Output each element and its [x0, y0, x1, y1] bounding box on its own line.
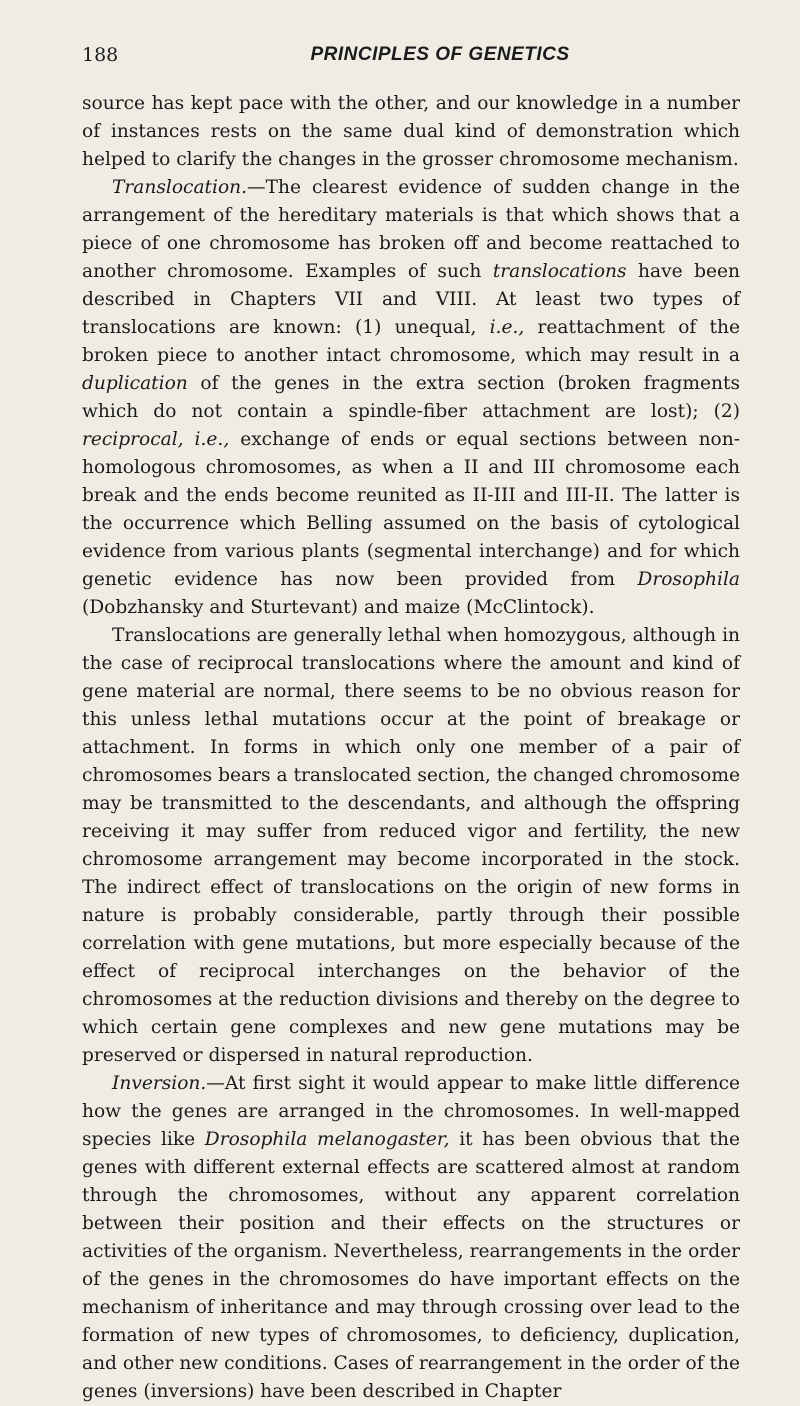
paragraph-translocation-effects: Translocations are generally lethal when homozygous, although in the case of reciprocal translocations where the amount and kind of gene material are normal, there seems to be no obvious reason for this unless lethal mutations occur at the point of breakage or attachment. In forms in which only one member of a pair of chromosomes bears a translocated section, the changed chromosome may be transmitted to the descendants, and although the offspring receiving it may suffer from reduced vigor and fertility, the new chromosome arrangement may become incorporated in the stock. The indirect effect of translocations on the origin of new forms in nature is probably considerable, partly through their possible correlation with gene mutations, but more especially because of the effect of reciprocal interchanges on the behavior of the chromosomes at the reduction divisions and thereby on the degree to which certain gene complexes and new gene mutations may be preserved or dispersed in natural reproduction.: [82, 625, 740, 1066]
italic-term: Drosophila melanogaster,: [204, 1129, 450, 1150]
paragraph-translocation: [82, 174, 740, 622]
text-run: reattachment of the broken piece to another intact chromosome, which may result in a: [82, 317, 740, 366]
paragraph-continuation: source has kept pace with the other, and our knowledge in a number of instances rests on the same dual kind of demonstration which helped to clarify the changes in the grosser chromosome mechanism.: [82, 93, 740, 170]
text-run: (Dobzhansky and Sturtevant) and maize (McClintock).: [82, 597, 595, 618]
italic-term: translocations: [492, 261, 627, 282]
running-head: PRINCIPLES OF GENETICS: [310, 44, 570, 65]
body-text: [82, 90, 740, 1406]
italic-term: Drosophila: [637, 569, 740, 590]
italic-term: i.e.,: [489, 317, 525, 338]
italic-term: duplication: [82, 373, 188, 394]
text-run: —At first sight it would appear to make little difference how the genes are arranged in the chromosomes. In well-mapped species like: [82, 1073, 740, 1150]
italic-term: reciprocal, i.e.,: [82, 429, 230, 450]
paragraph-inversion: [82, 1070, 740, 1406]
text-run: have been described in Chapters VII and VIII. At least two types of translocations are known: (1) unequal,: [82, 261, 740, 338]
section-heading-inversion: Inversion.: [112, 1073, 207, 1094]
text-run: —The clearest evidence of sudden change in the arrangement of the hereditary materials is that which shows that a piece of one chromosome has broken off and become reattached to another chromosome. Examples of such: [82, 177, 740, 282]
text-run: exchange of ends or equal sections between non-homologous chromosomes, as when a II and III chromosome each break and the ends become reunited as II-III and III-II. The latter is the occurrence which Belling assumed on the basis of cytological evidence from various plants (segmental interchange) and for which genetic evidence has now been provided from: [82, 429, 740, 590]
page-header: [82, 44, 718, 74]
text-run: it has been obvious that the genes with different external effects are scattered almost at random through the chromosomes, without any apparent correlation between their position and their effects on the structures or activities of the organism. Nevertheless, rearrangements in the order of the genes in the chromosomes do have important effects on the mechanism of inheritance and may through crossing over lead to the formation of new types of chromosomes, to deficiency, duplication, and other new conditions. Cases of rearrangement in the order of the genes (inversions) have been described in Chapter: [82, 1129, 740, 1402]
page-number: 188: [82, 44, 119, 66]
section-heading-translocation: Translocation.: [112, 177, 248, 198]
text-run: of the genes in the extra section (broken fragments which do not contain a spindle-fiber attachment are lost); (2): [82, 373, 740, 422]
